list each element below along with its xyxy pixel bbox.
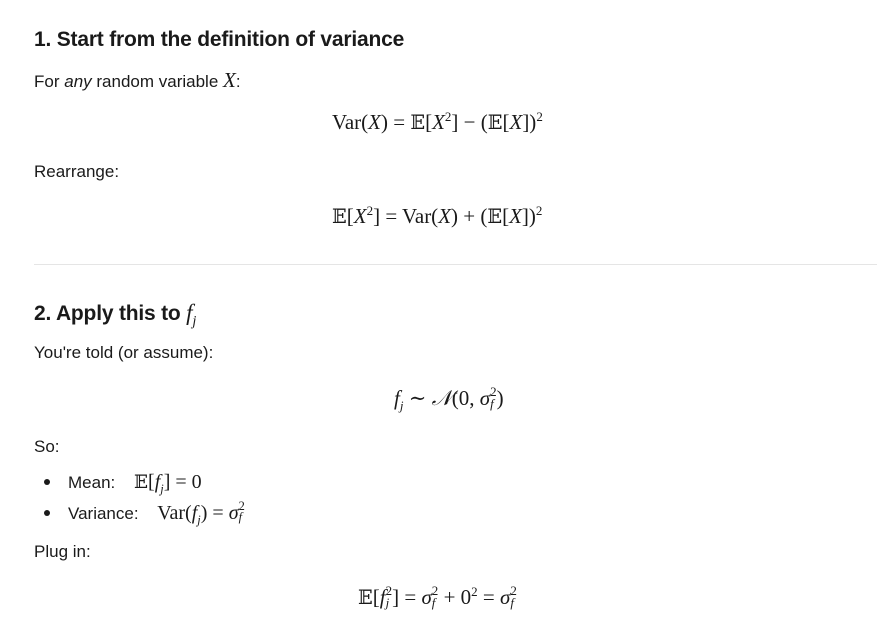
section2-heading-var: $f_j$ [186, 300, 197, 330]
list-item [44, 499, 245, 527]
section-divider [34, 264, 877, 265]
rearranged-equation: $𝔼[X^2] = Var(X)$ + (𝔼[X])$^2$ [332, 203, 543, 228]
intro-var: X [223, 68, 236, 92]
distribution-equation: $f_j$ ∼ 𝒩(0, σ 2 f ) [394, 384, 504, 414]
mean-label: Mean: [68, 473, 116, 492]
section1-heading: 1. Start from the definition of variance [34, 28, 405, 51]
mean-equation: $𝔼[f_j] = 0$ [133, 471, 202, 496]
so-label: So: [34, 437, 60, 456]
intro-prefix: For [34, 72, 60, 91]
variance-equation: $Var(f_j) = \sigma$ 2 f [157, 499, 245, 527]
intro-emph: any [64, 72, 92, 91]
bullet-icon [44, 510, 50, 516]
told-label: You're told (or assume): [34, 343, 214, 362]
bullet-icon [44, 479, 50, 485]
intro-colon: : [235, 72, 241, 91]
variance-label: Variance: [68, 504, 139, 523]
section1-intro [34, 68, 241, 93]
variance-definition-equation: $Var(X) = 𝔼[X^2]$ − (𝔼[X])$^2$ [332, 109, 543, 134]
section2-heading-text: 2. Apply this to [34, 302, 181, 325]
result-equation: 𝔼[f 2 j ] = σ 2 f + $0^2 = \sigma$ 2 f [358, 583, 517, 611]
intro-suffix: random variable [96, 72, 219, 91]
rearrange-label: Rearrange: [34, 162, 120, 181]
section2-heading [34, 300, 197, 330]
list-item [44, 471, 202, 494]
plug-label: Plug in: [34, 542, 91, 561]
